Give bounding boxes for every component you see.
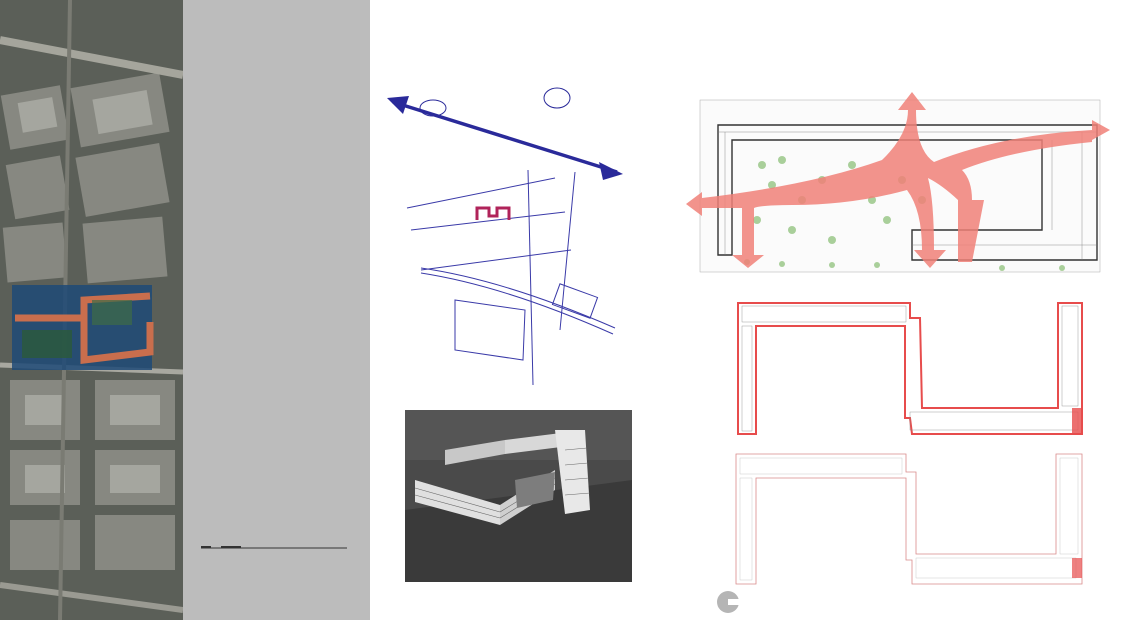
street-gran	[407, 178, 555, 208]
street-ferrovia	[421, 250, 571, 270]
relation-sketch	[385, 80, 625, 390]
street-palmera	[528, 170, 533, 385]
corridor-highlight	[1072, 408, 1082, 434]
model-photo	[405, 410, 632, 582]
plaza-sketch	[455, 300, 525, 360]
station-block	[552, 284, 597, 318]
corridor-plan	[700, 298, 1090, 440]
site-plan	[672, 90, 1112, 290]
scale-bar	[197, 537, 357, 559]
meridiana-arrow-right	[599, 162, 623, 180]
aerial-photo-image	[0, 0, 183, 620]
aerial-photo	[0, 0, 183, 620]
info-panel	[183, 0, 370, 620]
dormitory-highlight	[1072, 558, 1082, 578]
meridiana-arrow-left	[387, 96, 409, 114]
meridiana-line	[393, 102, 617, 172]
casa-bloc-symbol	[477, 208, 509, 220]
dormitory-plan	[716, 450, 1088, 590]
logo-icon	[716, 590, 742, 614]
dormitory-outline	[736, 454, 1082, 584]
sketch-circle-b	[544, 88, 570, 108]
rail-track-2	[421, 273, 613, 334]
rail-track-1	[421, 268, 615, 328]
